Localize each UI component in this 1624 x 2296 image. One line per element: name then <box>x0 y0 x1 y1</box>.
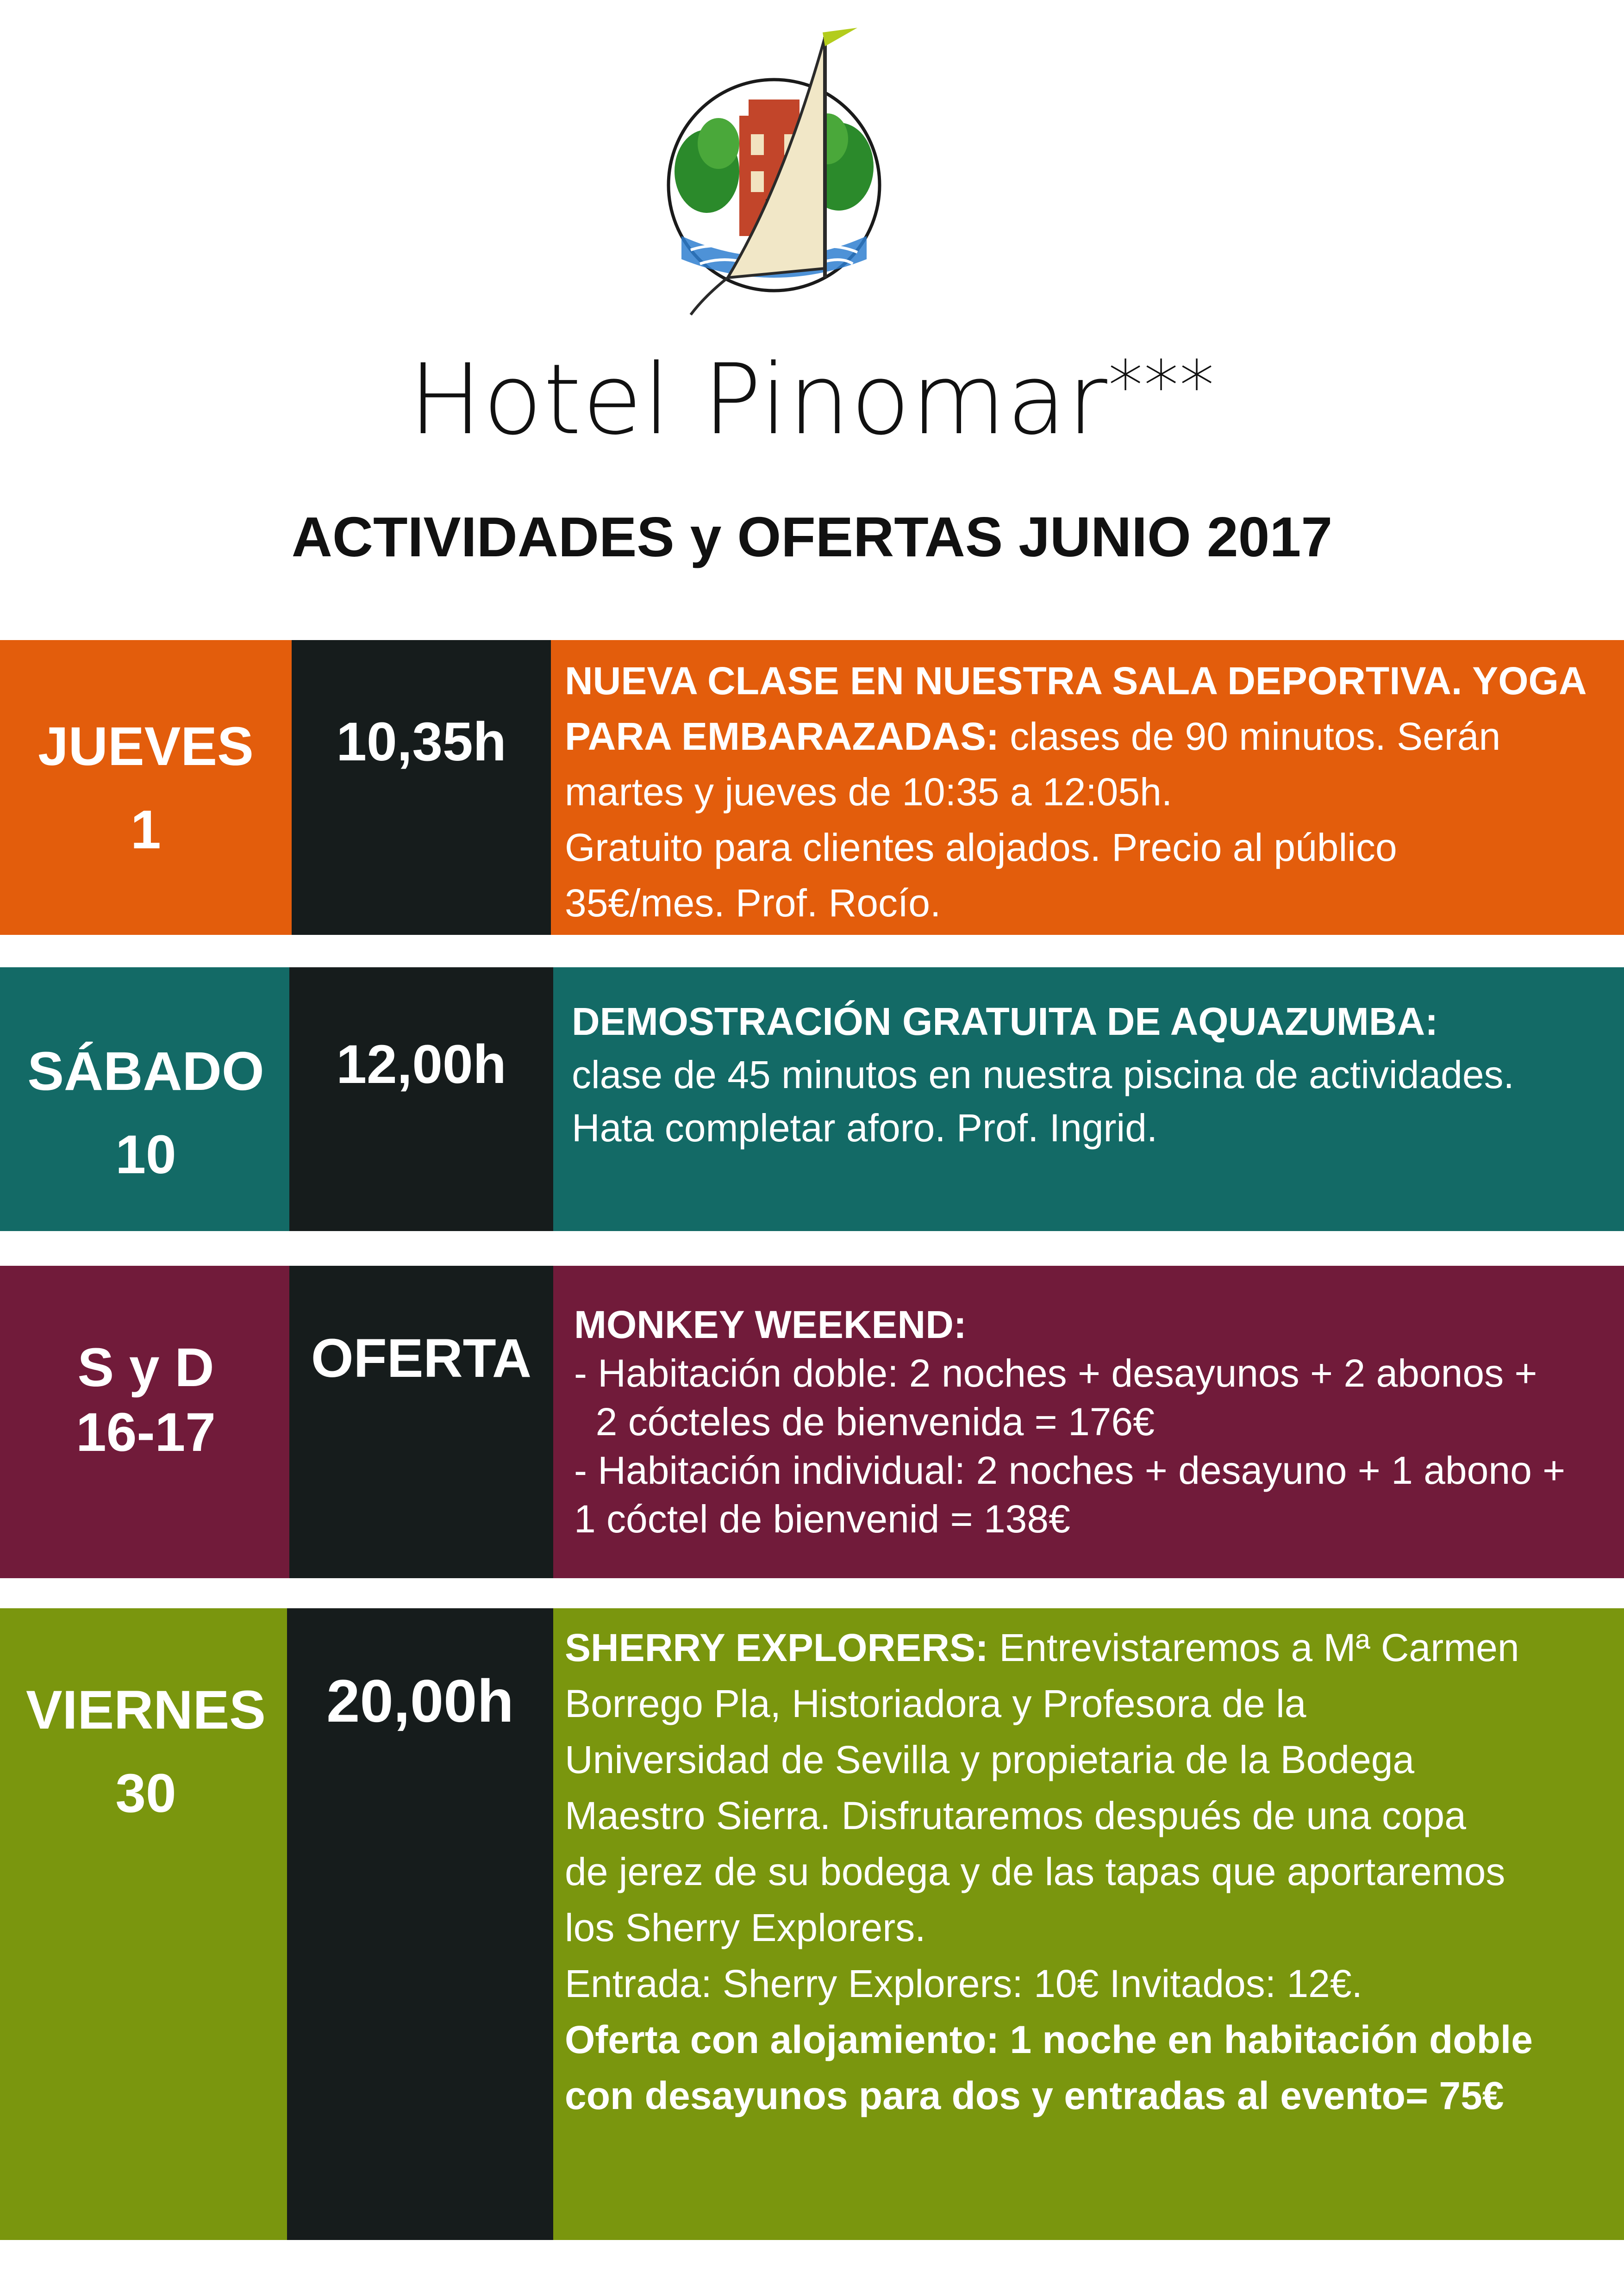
desc-line: - Habitación individual: 2 noches + desayuno + 1 abono + <box>574 1449 1566 1492</box>
event-time: 10,35h <box>292 640 551 935</box>
desc-line: MONKEY WEEKEND: <box>574 1303 967 1346</box>
event-row-sabado <box>0 967 1624 1231</box>
event-day: SÁBADO <box>27 1041 264 1102</box>
page-subtitle: ACTIVIDADES y OFERTAS JUNIO 2017 <box>291 505 1333 568</box>
event-time: 12,00h <box>289 967 553 1231</box>
event-date: 16-17 <box>76 1402 216 1463</box>
event-day: JUEVES <box>38 716 254 777</box>
page-title <box>0 319 1624 454</box>
desc-line: 2 cócteles de bienvenida = 176€ <box>574 1400 1155 1444</box>
event-day: S y D <box>77 1337 214 1398</box>
event-description <box>553 967 1624 1231</box>
event-date: 10 <box>115 1124 176 1185</box>
event-description <box>553 1266 1624 1578</box>
event-row-viernes <box>0 1608 1624 2240</box>
desc-line: - Habitación doble: 2 noches + desayunos + 2 abonos + <box>574 1351 1537 1395</box>
event-day-cell <box>0 640 292 935</box>
event-day-cell <box>0 1266 292 1578</box>
desc-line: los Sherry Explorers. <box>565 1906 926 1949</box>
hotel-stars: *** <box>1108 346 1215 427</box>
desc-line: SHERRY EXPLORERS: Entrevistaremos a Mª Carmen <box>565 1626 1519 1669</box>
event-time: 20,00h <box>287 1608 553 2240</box>
desc-line: martes y jueves de 10:35 a 12:05h. <box>565 770 1173 814</box>
desc-line: clase de 45 minutos en nuestra piscina de actividades. <box>572 1053 1514 1096</box>
desc-line: con desayunos para dos y entradas al evento= 75€ <box>565 2074 1504 2117</box>
event-row-weekend <box>0 1266 1624 1578</box>
desc-line: PARA EMBARAZADAS: clases de 90 minutos. Serán <box>565 715 1501 758</box>
event-time: OFERTA <box>289 1266 553 1578</box>
desc-line: 35€/mes. Prof. Rocío. <box>565 881 941 925</box>
event-description <box>553 1608 1624 2240</box>
event-day: VIERNES <box>25 1680 266 1741</box>
desc-line: Maestro Sierra. Disfrutaremos después de una copa <box>565 1794 1466 1837</box>
desc-line: 1 cóctel de bienvenid = 138€ <box>574 1497 1070 1541</box>
event-date: 30 <box>115 1763 176 1824</box>
event-date: 1 <box>131 799 161 860</box>
desc-line: NUEVA CLASE EN NUESTRA SALA DEPORTIVA. YOGA <box>565 659 1587 703</box>
desc-line: Hata completar aforo. Prof. Ingrid. <box>572 1106 1158 1150</box>
hotel-name: Hotel Pinomar <box>409 343 1108 456</box>
event-day-cell <box>0 967 292 1231</box>
hotel-sailboat-logo-icon <box>663 19 894 319</box>
desc-line: DEMOSTRACIÓN GRATUITA DE AQUAZUMBA: <box>572 1000 1438 1043</box>
event-description <box>551 640 1624 935</box>
desc-line: Universidad de Sevilla y propietaria de la Bodega <box>565 1738 1415 1781</box>
desc-line: Oferta con alojamiento: 1 noche en habitación doble <box>565 2018 1533 2061</box>
desc-line: Entrada: Sherry Explorers: 10€ Invitados: 12€. <box>565 1962 1362 2005</box>
desc-line: Gratuito para clientes alojados. Precio al público <box>565 826 1397 869</box>
desc-line: de jerez de su bodega y de las tapas que aportaremos <box>565 1850 1505 1893</box>
desc-line: Borrego Pla, Historiadora y Profesora de la <box>565 1682 1306 1725</box>
event-row-jueves <box>0 640 1624 935</box>
event-day-cell <box>0 1608 292 2240</box>
